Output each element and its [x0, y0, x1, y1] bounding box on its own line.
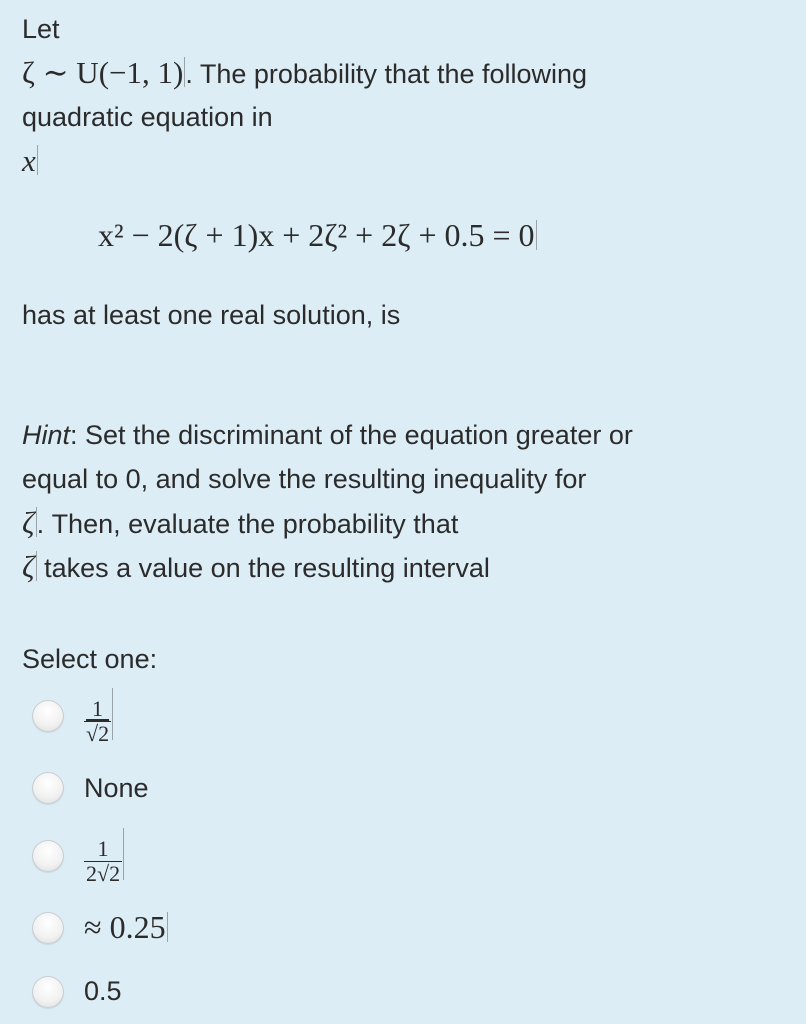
- option-4-radio[interactable]: [32, 912, 64, 944]
- select-one-label: Select one:: [22, 644, 158, 674]
- option-5-label[interactable]: 0.5: [84, 976, 122, 1006]
- text-cursor: [112, 688, 113, 740]
- fraction-numerator: 1: [92, 696, 104, 722]
- hint-line-1-text: : Set the discriminant of the equation greater or: [70, 420, 633, 450]
- text-cursor: [37, 145, 38, 175]
- hint-line-4-text: takes a value on the resulting interval: [36, 553, 490, 583]
- option-1-label[interactable]: [84, 688, 113, 746]
- hint-line-4: [22, 545, 490, 590]
- option-3-radio[interactable]: [32, 840, 64, 872]
- hint-line-2: equal to 0, and solve the resulting inequality for: [22, 464, 587, 494]
- let-label: Let: [22, 14, 60, 44]
- option-4-value: ≈ 0.25: [84, 909, 166, 945]
- quadratic-equation: x² − 2(ζ + 1)x + 2ζ² + 2ζ + 0.5 = 0: [98, 217, 535, 253]
- fraction-denominator: 2√2: [86, 861, 121, 887]
- fraction-numerator: 1: [97, 836, 109, 862]
- option-2-radio[interactable]: [32, 772, 64, 804]
- option-4-label[interactable]: [84, 905, 168, 951]
- variable-line: [22, 139, 38, 184]
- zeta-symbol: ζ: [22, 549, 35, 584]
- option-2-label[interactable]: None: [84, 773, 149, 803]
- text-cursor: [167, 912, 168, 942]
- question-line-2: [22, 51, 587, 96]
- hint-line-1: [22, 413, 633, 457]
- fraction: [84, 697, 111, 746]
- option-1-radio[interactable]: [32, 700, 64, 732]
- hint-label: Hint: [22, 420, 71, 450]
- text-cursor: [123, 828, 124, 880]
- fraction: [84, 837, 122, 886]
- question-line-2-text: . The probability that the following: [185, 59, 588, 89]
- equation: [98, 213, 537, 259]
- option-5-radio[interactable]: [32, 976, 64, 1008]
- hint-line-3-text: . Then, evaluate the probability that: [36, 509, 459, 539]
- hint-line-3: [22, 501, 458, 546]
- variable-x: x: [22, 143, 36, 178]
- text-cursor: [536, 220, 537, 250]
- option-3-label[interactable]: [84, 828, 124, 886]
- zeta-symbol: ζ: [22, 505, 35, 540]
- question-line-3: quadratic equation in: [22, 102, 273, 132]
- fraction-denominator: √2: [86, 721, 110, 747]
- distribution-formula: ζ ∼ U(−1, 1): [22, 55, 184, 90]
- question-line-after-equation: has at least one real solution, is: [22, 300, 401, 330]
